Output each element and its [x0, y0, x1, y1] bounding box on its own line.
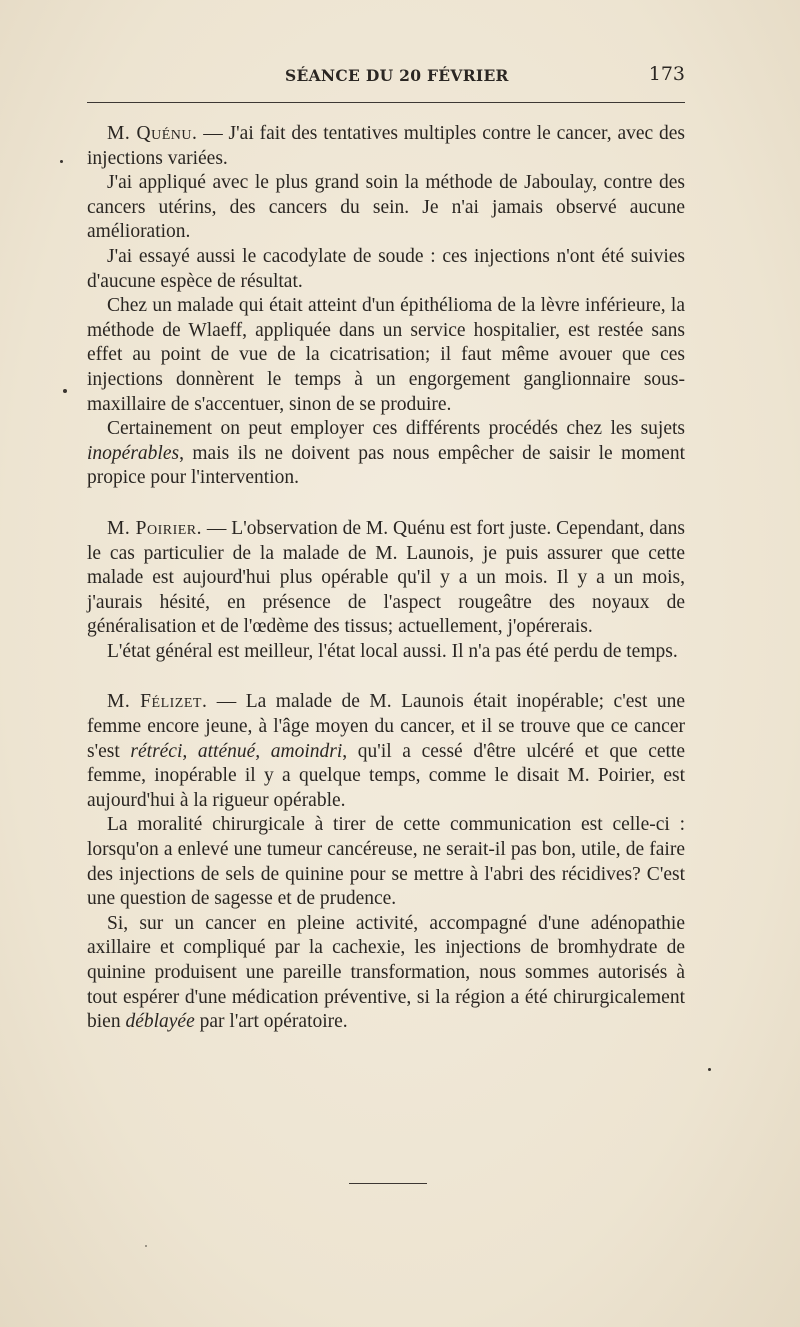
paragraph-felizet-1: M. Félizet. — La malade de M. Launois était inopérable; c'est une femme encore jeune, à l'âge moyen du cancer, et il se trouve que ce cancer s'est rétréci, atténué, amoindri, qu'il a cessé d'être ulcéré et que cette femme, inopérable il y a quelque temps, comme le disait M. Poirier, est aujourd'hui à la rigueur opérable.: [87, 691, 685, 811]
paragraph-felizet-3: Si, sur un cancer en pleine activité, accompagné d'une adénopathie axillaire et compliqué par la cachexie, les injections de bromhydrate de quinine produisent une pareille transformation, nous sommes autorisés à tout espérer d'une médication préventive, si la région a été chirurgicalement bien déblayée par l'art opératoire.: [87, 912, 685, 1033]
running-head: [87, 58, 685, 98]
end-rule: [349, 1183, 427, 1184]
ink-speck: [708, 1068, 711, 1071]
running-head-title: SÉANCE DU 20 FÉVRIER: [285, 66, 509, 85]
speaker-name: M. Félizet.: [107, 691, 208, 713]
italic-term: déblayée: [125, 1011, 195, 1033]
italic-term: rétréci, atténué, amoindri: [130, 740, 343, 762]
ink-speck: [63, 389, 67, 393]
paragraph-quenu-2: J'ai appliqué avec le plus grand soin la méthode de Jaboulay, contre des cancers utérins, des cancers du sein. Je n'ai jamais observé aucune amélioration.: [87, 172, 685, 243]
paragraph-quenu-5: Certainement on peut employer ces différents procédés chez les sujets inopérables, mais ils ne doivent pas nous empêcher de saisir le moment propice pour l'intervention.: [87, 418, 685, 489]
body-text: [87, 122, 685, 1035]
paragraph-quenu-4: Chez un malade qui était atteint d'un épithélioma de la lèvre inférieure, la méthode de Wlaeff, appliquée dans un service hospitalier, est restée sans effet au point de vue de la cicatrisation; il faut même avouer que ces injections donnèrent le temps à un engorgement ganglionnaire sous-maxillaire de s'accentuer, sinon de se produire.: [87, 295, 685, 415]
paragraph-poirier-1: M. Poirier. — L'observation de M. Quénu est fort juste. Cependant, dans le cas particulier de la malade de M. Launois, je puis assurer que cette malade est aujourd'hui plus opérable qu'il y a un mois. Il y a un mois, j'aurais hésité, en présence de l'aspect rougeâtre des noyaux de généralisation et de l'œdème des tissus; actuellement, j'opérerais.: [87, 517, 685, 638]
paragraph-quenu-1: M. Quénu. — J'ai fait des tentatives multiples contre le cancer, avec des injections variées.: [87, 123, 685, 169]
header-rule: [87, 102, 685, 103]
book-page: [87, 58, 685, 1033]
speaker-name: M. Quénu.: [107, 123, 198, 144]
paragraph-poirier-2: L'état général est meilleur, l'état local aussi. Il n'a pas été perdu de temps.: [107, 640, 678, 662]
paragraph-quenu-3: J'ai essayé aussi le cacodylate de soude : ces injections n'ont été suivies d'aucune espèce de résultat.: [87, 245, 685, 292]
speaker-name: M. Poirier.: [107, 517, 202, 539]
italic-term: inopérables: [87, 442, 180, 464]
page-number: 173: [648, 63, 685, 85]
ink-speck: [60, 160, 63, 163]
ink-speck: [145, 1245, 147, 1247]
paragraph-felizet-2: La moralité chirurgicale à tirer de cette communication est celle-ci : lorsqu'on a enlevé une tumeur cancéreuse, ne serait-il pas bon, utile, de faire des injections de sels de quinine pour se mettre à l'abri des récidives? C'est une question de sagesse et de prudence.: [87, 814, 685, 910]
